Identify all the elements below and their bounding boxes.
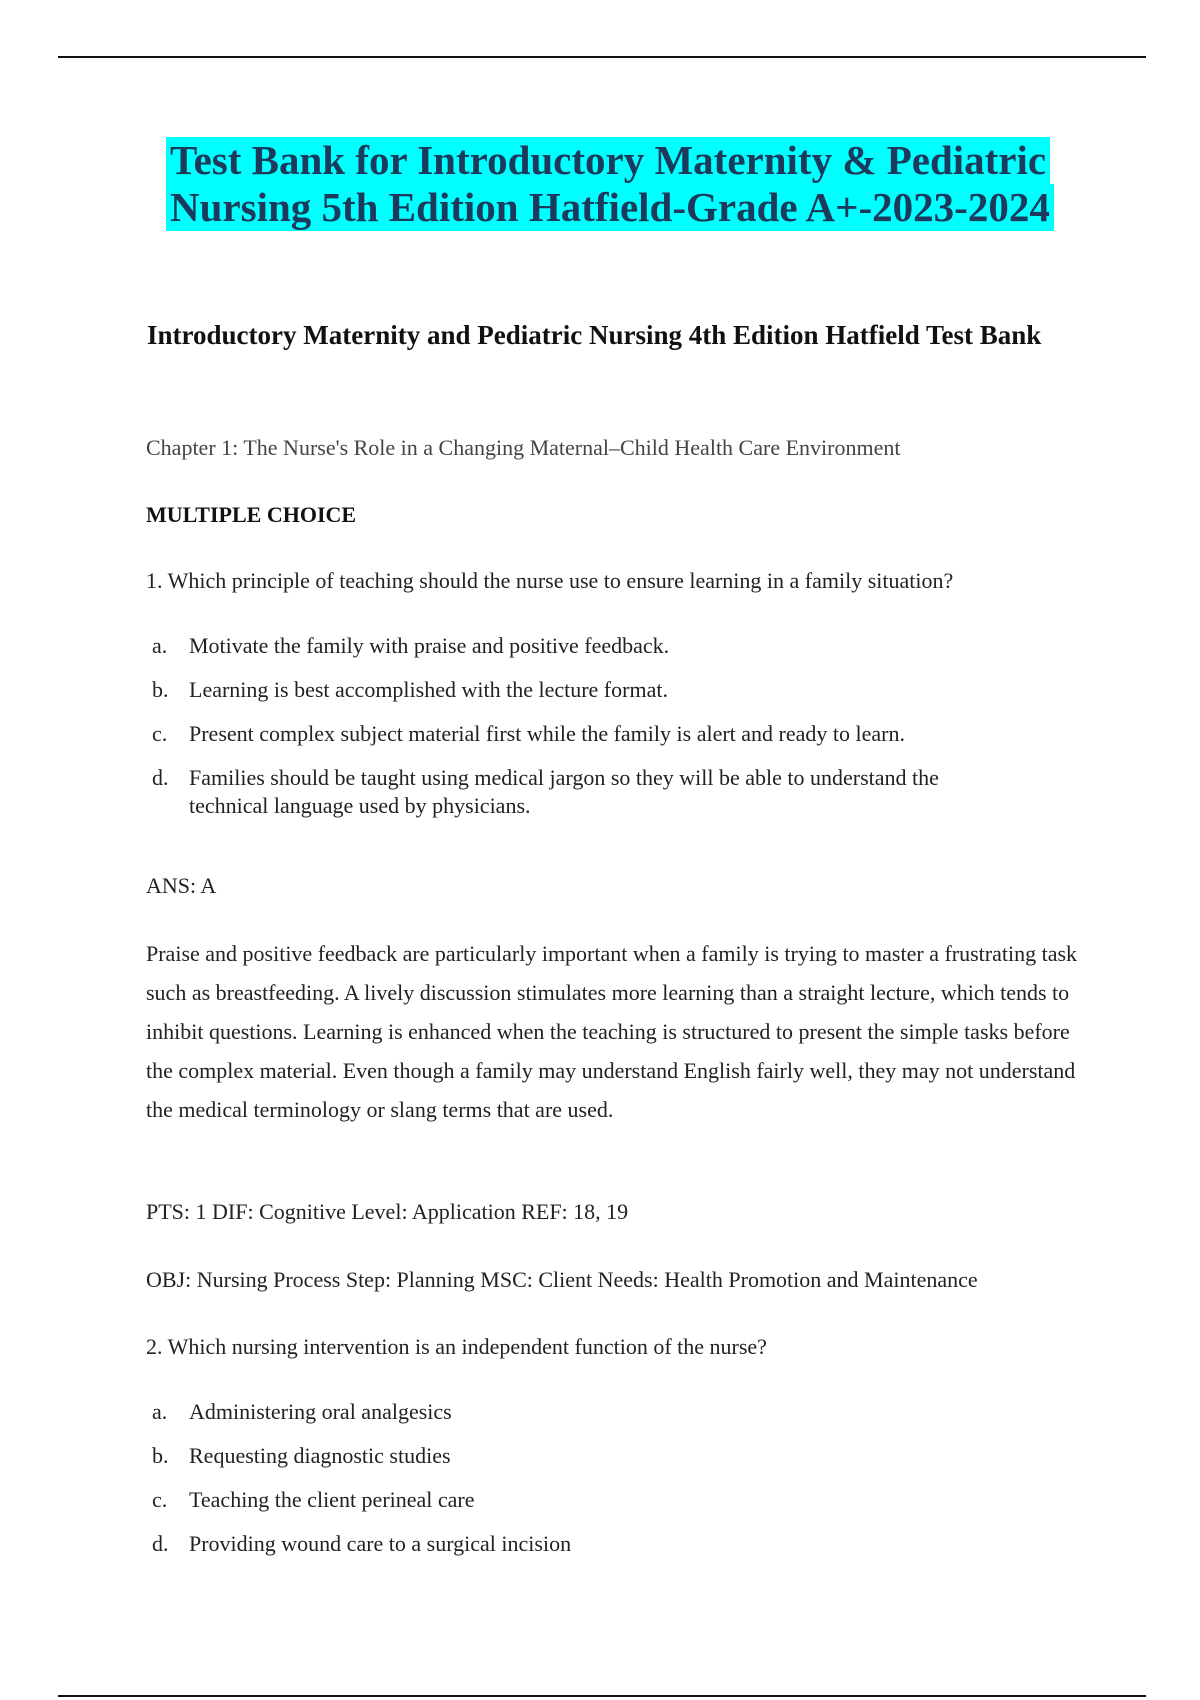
document-subtitle: Introductory Maternity and Pediatric Nursing 4th Edition Hatfield Test Bank bbox=[147, 320, 1042, 350]
question-2-option-b bbox=[152, 1442, 1052, 1470]
question-1-answer: ANS: A bbox=[146, 873, 217, 898]
option-letter: d. bbox=[152, 765, 169, 790]
option-text: Teaching the client perineal care bbox=[189, 1487, 475, 1512]
section-heading: MULTIPLE CHOICE bbox=[146, 502, 357, 527]
question-1-rationale: Praise and positive feedback are particularly important when a family is trying to master a frustrating task such as breastfeeding. A lively discussion stimulates more learning than a straight lecture, which tends to inhibit questions. Learning is enhanced when the teaching is structured to present the simple tasks before the complex material. Even though a family may understand English fairly well, they may not understand the medical terminology or slang terms that are used. bbox=[146, 941, 1078, 1122]
option-letter: a. bbox=[152, 1399, 168, 1424]
question-1-option-c bbox=[152, 720, 1052, 748]
bottom-rule bbox=[58, 1695, 1146, 1697]
question-2-text: 2. Which nursing intervention is an independent function of the nurse? bbox=[146, 1334, 767, 1359]
option-letter: a. bbox=[152, 633, 168, 658]
title-line-2: Nursing 5th Edition Hatfield-Grade A+-2023-2024 bbox=[166, 184, 1054, 231]
question-1-pts-line: PTS: 1 DIF: Cognitive Level: Application REF: 18, 19 bbox=[146, 1199, 629, 1224]
document-title bbox=[166, 137, 1086, 231]
question-2-option-a bbox=[152, 1398, 1052, 1426]
option-text: Providing wound care to a surgical incision bbox=[189, 1531, 572, 1556]
question-1-text: 1. Which principle of teaching should the nurse use to ensure learning in a family situation? bbox=[146, 568, 954, 593]
option-text: Motivate the family with praise and positive feedback. bbox=[189, 633, 670, 658]
option-text: Requesting diagnostic studies bbox=[189, 1443, 451, 1468]
option-letter: c. bbox=[152, 721, 168, 746]
question-2-options bbox=[152, 1398, 1052, 1574]
top-rule bbox=[58, 56, 1146, 58]
option-letter: b. bbox=[152, 677, 169, 702]
option-text: Families should be taught using medical jargon so they will be able to understand the technical language used by physicians. bbox=[189, 765, 939, 818]
question-1-obj-line: OBJ: Nursing Process Step: Planning MSC: Client Needs: Health Promotion and Maintenance bbox=[146, 1267, 978, 1292]
question-1-option-d bbox=[152, 764, 1052, 820]
option-letter: c. bbox=[152, 1487, 168, 1512]
question-1-option-b bbox=[152, 676, 1052, 704]
option-letter: d. bbox=[152, 1531, 169, 1556]
question-2-option-d bbox=[152, 1530, 1052, 1558]
question-2-option-c bbox=[152, 1486, 1052, 1514]
question-1-option-a bbox=[152, 632, 1052, 660]
option-text: Learning is best accomplished with the lecture format. bbox=[189, 677, 668, 702]
option-letter: b. bbox=[152, 1443, 169, 1468]
chapter-heading: Chapter 1: The Nurse's Role in a Changing Maternal–Child Health Care Environment bbox=[146, 435, 901, 460]
question-1-options bbox=[152, 632, 1052, 836]
option-text: Administering oral analgesics bbox=[189, 1399, 452, 1424]
title-line-1: Test Bank for Introductory Maternity & Pediatric bbox=[166, 137, 1050, 184]
option-text: Present complex subject material first while the family is alert and ready to learn. bbox=[189, 721, 905, 746]
